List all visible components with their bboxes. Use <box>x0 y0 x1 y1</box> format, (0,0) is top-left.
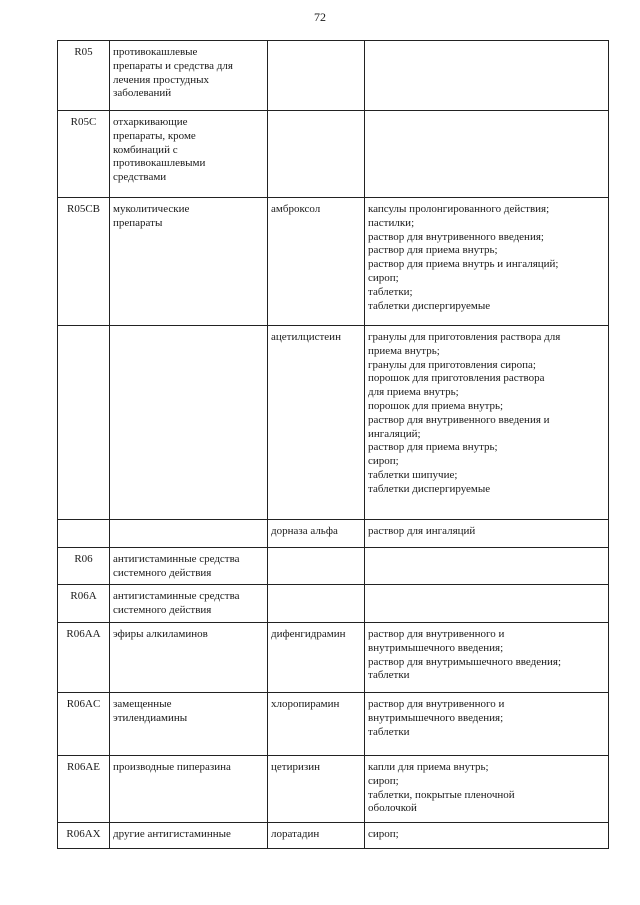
group-cell <box>110 41 268 111</box>
atc-code-cell: R06AC <box>58 693 110 756</box>
table-row <box>58 520 609 548</box>
group-cell <box>110 326 268 520</box>
dosage-form-line: таблетки; <box>368 285 413 298</box>
table-row <box>58 585 609 623</box>
atc-code-cell: R05 <box>58 41 110 111</box>
dosage-form-line: раствор для внутримышечного введения; <box>368 655 562 668</box>
dosage-form-line: оболочкой <box>368 802 417 815</box>
dosage-form-line: сироп; <box>368 455 399 468</box>
dosage-form-line: раствор для внутривенного введения и <box>368 413 550 426</box>
table-row <box>58 693 609 756</box>
dosage-forms-cell <box>365 520 609 548</box>
dosage-form-line: ингаляций; <box>368 427 421 440</box>
drug-name-cell: амброксол <box>268 198 365 326</box>
group-line: системного действия <box>113 566 212 579</box>
dosage-forms-cell <box>365 623 609 693</box>
group-line: отхаркивающие <box>113 116 188 128</box>
drug-name-cell: лоратадин <box>268 823 365 849</box>
dosage-forms-cell <box>365 693 609 756</box>
dosage-form-line: капсулы пролонгированного действия; <box>368 203 550 215</box>
atc-code-cell: R06A <box>58 585 110 623</box>
atc-code-cell: R05CB <box>58 198 110 326</box>
dosage-form-line: приема внутрь; <box>368 344 440 357</box>
dosage-forms-cell <box>365 41 609 111</box>
dosage-form-line: сироп; <box>368 828 399 840</box>
group-line: заболеваний <box>113 87 172 100</box>
table-row <box>58 823 609 849</box>
dosage-form-line: раствор для внутривенного и <box>368 628 505 640</box>
group-line: противокашлевыми <box>113 157 206 170</box>
dosage-form-line: раствор для приема внутрь; <box>368 244 498 257</box>
table-row <box>58 756 609 823</box>
group-cell <box>110 548 268 585</box>
dosage-form-line: таблетки <box>368 669 410 682</box>
dosage-forms-cell <box>365 585 609 623</box>
table-row <box>58 41 609 111</box>
group-line: антигистаминные средства <box>113 553 240 565</box>
dosage-forms-cell <box>365 111 609 198</box>
dosage-form-line: гранулы для приготовления раствора для <box>368 331 561 343</box>
dosage-form-line: таблетки <box>368 725 410 738</box>
drug-name-cell: ацетилцистеин <box>268 326 365 520</box>
dosage-form-line: внутримышечного введения; <box>368 711 504 724</box>
dosage-form-line: таблетки диспергируемые <box>368 482 491 495</box>
group-line: замещенные <box>113 698 172 710</box>
group-line: этилендиамины <box>113 711 188 724</box>
group-line: препараты, кроме <box>113 129 196 142</box>
atc-code-cell: R06 <box>58 548 110 585</box>
atc-code-cell: R06AE <box>58 756 110 823</box>
table-row <box>58 198 609 326</box>
drug-name-cell <box>268 41 365 111</box>
table-row <box>58 111 609 198</box>
group-line: системного действия <box>113 603 212 616</box>
group-line: препараты и средства для <box>113 59 233 72</box>
dosage-forms-cell <box>365 548 609 585</box>
atc-code-cell <box>58 326 110 520</box>
group-line: лечения простудных <box>113 73 209 86</box>
dosage-form-line: раствор для внутривенного и <box>368 698 505 710</box>
group-cell <box>110 693 268 756</box>
group-line: противокашлевые <box>113 46 198 58</box>
group-cell <box>110 623 268 693</box>
table-row <box>58 326 609 520</box>
dosage-form-line: таблетки, покрытые пленочной <box>368 788 515 801</box>
dosage-form-line: пастилки; <box>368 216 415 229</box>
dosage-form-line: внутримышечного введения; <box>368 641 504 654</box>
drug-name-cell <box>268 548 365 585</box>
atc-code-cell: R06AX <box>58 823 110 849</box>
group-line: антигистаминные средства <box>113 590 240 602</box>
dosage-form-line: таблетки диспергируемые <box>368 299 491 312</box>
drug-name-cell: дифенгидрамин <box>268 623 365 693</box>
dosage-form-line: раствор для внутривенного введения; <box>368 230 544 243</box>
group-line: эфиры алкиламинов <box>113 628 208 640</box>
group-line: средствами <box>113 171 167 184</box>
dosage-form-line: порошок для приема внутрь; <box>368 399 504 412</box>
group-line: производные пиперазина <box>113 761 231 773</box>
drug-name-cell <box>268 585 365 623</box>
group-cell <box>110 585 268 623</box>
drug-name-cell: дорназа альфа <box>268 520 365 548</box>
group-cell <box>110 111 268 198</box>
dosage-forms-cell <box>365 756 609 823</box>
atc-code-cell: R06AA <box>58 623 110 693</box>
dosage-form-line: порошок для приготовления раствора <box>368 372 545 385</box>
group-line: препараты <box>113 216 163 229</box>
dosage-forms-cell <box>365 326 609 520</box>
dosage-forms-cell <box>365 823 609 849</box>
dosage-form-line: раствор для приема внутрь и ингаляций; <box>368 258 559 271</box>
atc-code-cell: R05C <box>58 111 110 198</box>
dosage-form-line: для приема внутрь; <box>368 386 459 399</box>
group-line: муколитические <box>113 203 190 215</box>
page-number: 72 <box>314 10 326 24</box>
dosage-form-line: раствор для приема внутрь; <box>368 441 498 454</box>
table-row <box>58 623 609 693</box>
dosage-forms-cell <box>365 198 609 326</box>
dosage-form-line: сироп; <box>368 774 399 787</box>
group-cell <box>110 198 268 326</box>
dosage-form-line: капли для приема внутрь; <box>368 761 489 773</box>
group-cell <box>110 520 268 548</box>
drug-name-cell: хлоропирамин <box>268 693 365 756</box>
dosage-form-line: сироп; <box>368 271 399 284</box>
drug-name-cell <box>268 111 365 198</box>
group-cell <box>110 756 268 823</box>
drug-table <box>57 40 609 849</box>
table-row <box>58 548 609 585</box>
dosage-form-line: гранулы для приготовления сиропа; <box>368 358 536 371</box>
group-cell <box>110 823 268 849</box>
dosage-form-line: таблетки шипучие; <box>368 468 458 481</box>
atc-code-cell <box>58 520 110 548</box>
group-line: другие антигистаминные <box>113 828 231 840</box>
group-line: комбинаций с <box>113 143 178 156</box>
drug-name-cell: цетиризин <box>268 756 365 823</box>
dosage-form-line: раствор для ингаляций <box>368 525 476 537</box>
